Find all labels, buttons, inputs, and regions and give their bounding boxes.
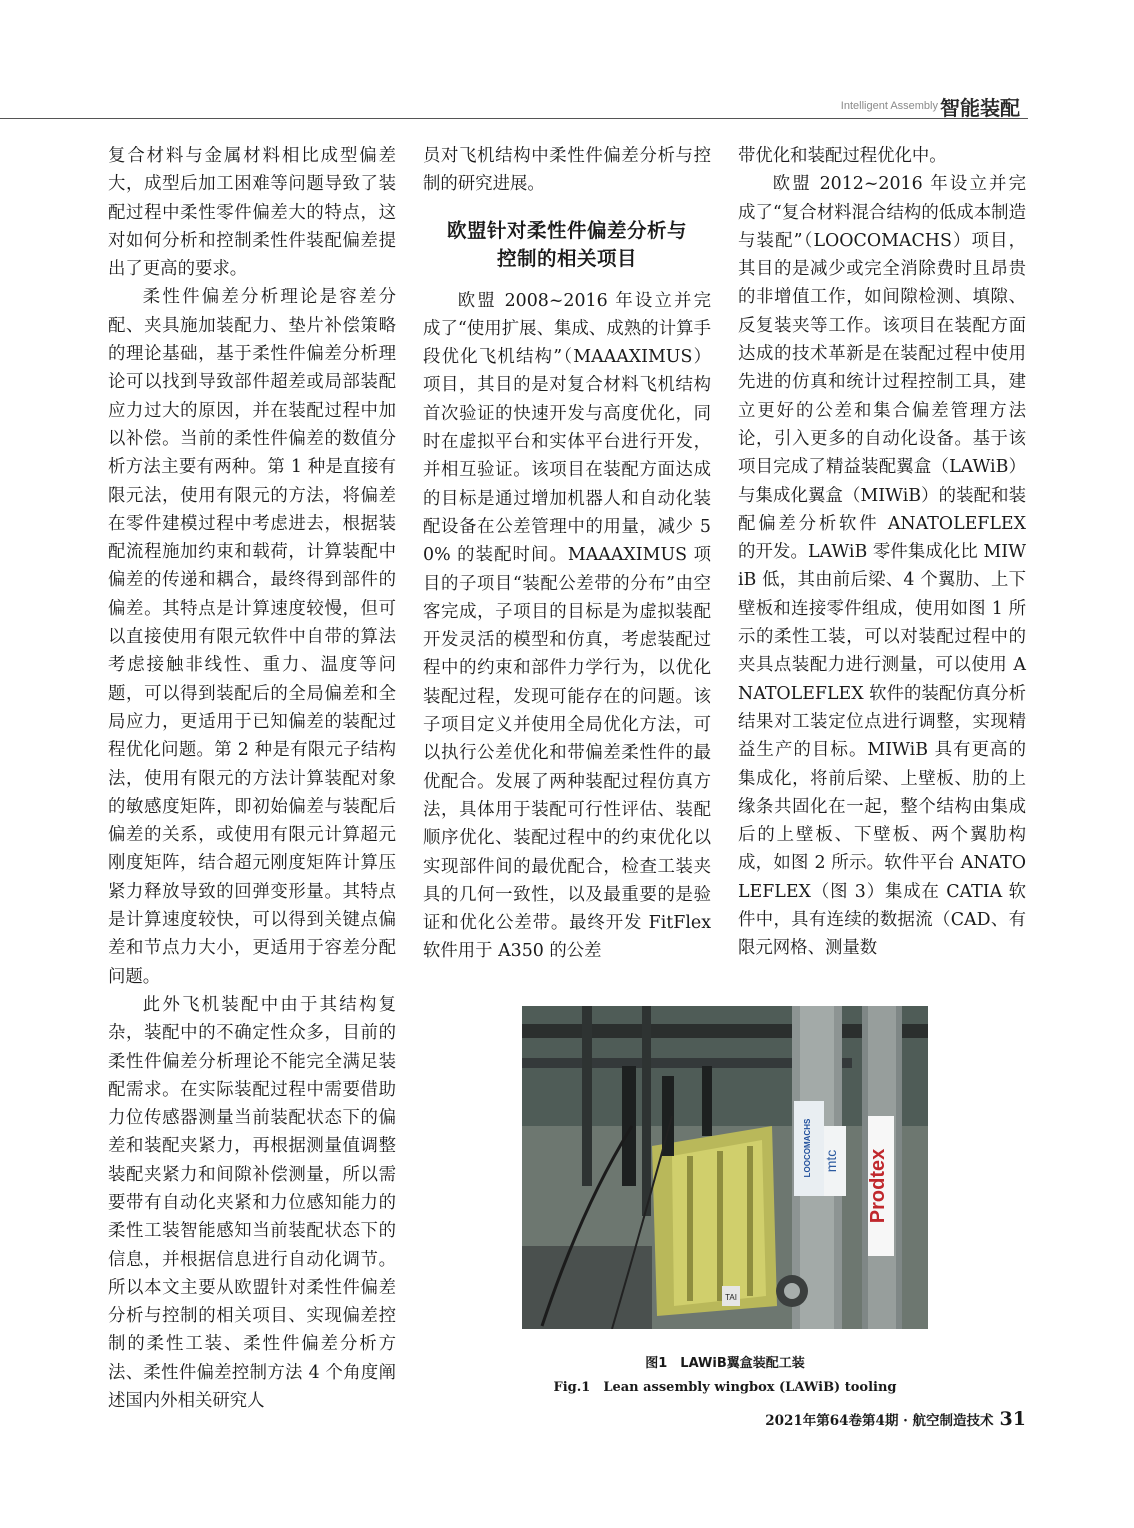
tai-label-text: TAI [725,1293,737,1302]
figure-caption-en: Fig.1 Lean assembly wingbox (LAWiB) tooling [553,1380,897,1395]
section-heading [423,217,711,273]
text-column-1 [108,142,396,1415]
loocomachs-sign-text: LOOCOMACHS [803,1118,812,1178]
paragraph: 复合材料与金属材料相比成型偏差大，成型后加工困难等问题导致了装配过程中柔性零件偏差大的特点，这对如何分析和控制柔性件装配偏差提出了更高的要求。 [108,146,396,280]
paragraph: 欧盟 2012~2016 年设立并完成了“复合材料混合结构的低成本制造与装配”（LOOCOMACHS）项目，其目的是减少或完全消除费时且昂贵的非增值工作，如间隙检测、填隙、反复装夹等工作。该项目在装配方面达成的技术革新是在装配过程中使用先进的仿真和统计过程控制工具，建立更好的公差和集合偏差管理方法论，引入更多的自动化设备。基于该项目完成了精益装配翼盒（LAWiB）与集成化翼盒（MIWiB）的装配和装配偏差分析软件 ANATOLEFLEX 的开发。LAWiB 零件集成化比 MIWiB 低，其由前后梁、4 个翼肋、上下壁板和连接零件组成，使用如图 1 所示的柔性工装，可以对装配过程中的夹具点装配力进行测量，可以使用 ANATOLEFLEX 软件的装配仿真分析结果对工装定位点进行调整，实现精益生产的目标。MIWiB 具有更高的集成化，将前后梁、上壁板、肋的上缘条共固化在一起，整个结构由集成后的上壁板、下壁板、两个翼肋构成，如图 2 所示。软件平台 ANATOLEFLEX（图 3）集成在 CATIA 软件中，具有连续的数据流（CAD、有限元网格、测量数 [738,174,1026,959]
figure-1-photo [522,1006,928,1329]
text-column-2 [423,142,711,966]
section-heading-line-1: 欧盟针对柔性件偏差分析与 [446,218,687,242]
paragraph: 柔性件偏差分析理论是容差分配、夹具施加装配力、垫片补偿策略的理论基础，基于柔性件偏差分析理论可以找到导致部件超差或局部装配应力过大的原因，并在装配过程中加以补偿。当前的柔性件偏差的数值分析方法主要有两种。第 1 种是直接有限元法，使用有限元的方法，将偏差在零件建模过程中考虑进去，根据装配流程施加约束和载荷，计算装配中偏差的传递和耦合，最终得到部件的偏差。其特点是计算速度较慢，但可以直接使用有限元软件中自带的算法考虑接触非线性、重力、温度等问题，可以得到装配后的全局偏差和全局应力，更适用于已知偏差的装配过程优化问题。第 2 种是有限元子结构法，使用有限元的方法计算装配对象的敏感度矩阵，即初始偏差与装配后偏差的关系，或使用有限元计算超元刚度矩阵，结合超元刚度矩阵计算压紧力释放导致的回弹变形量。其特点是计算速度较快，可以得到关键点偏差和节点力大小，更适用于容差分配问题。 [108,287,396,987]
mtc-sign-text: mtc [823,1149,839,1173]
page-number: 31 [999,1408,1026,1430]
paragraph: 欧盟 2008~2016 年设立并完成了“使用扩展、集成、成熟的计算手段优化飞机结构”（MAAAXIMUS）项目，其目的是对复合材料飞机结构首次验证的快速开发与高度优化，同时在虚拟平台和实体平台进行开发，并相互验证。该项目在装配方面达成的目标是通过增加机器人和自动化装配设备在公差管理中的用量，减少 50% 的装配时间。MAAAXIMUS 项目的子项目“装配公差带的分布”由空客完成，子项目的目标是为虚拟装配开发灵活的模型和仿真，考虑装配过程中的约束和部件力学行为，以优化装配过程，发现可能存在的问题。该子项目定义并使用全局优化方法，可以执行公差优化和带偏差柔性件的最优配合。发展了两种装配过程仿真方法，具体用于装配可行性评估、装配顺序优化、装配过程中的约束优化以实现部件间的最优配合，检查工装夹具的几何一致性，以及最重要的是验证和优化公差带。最终开发 FitFlex 软件用于 A350 的公差 [423,290,711,962]
section-heading-line-2: 控制的相关项目 [496,246,637,270]
prodtex-sign-text: Prodtex [867,1148,889,1224]
header-section-en: Intelligent Assembly [840,100,938,112]
page-footer [690,1408,1026,1430]
paragraph: 此外飞机装配中由于其结构复杂，装配中的不确定性众多，目前的柔性件偏差分析理论不能完全满足装配需求。在实际装配过程中需要借助力位传感器测量当前装配状态下的偏差和装配夹紧力，再根据测量值调整装配夹紧力和间隙补偿测量，所以需要带有自动化夹紧和力位感知能力的柔性工装智能感知当前装配状态下的信息，并根据信息进行自动化调节。所以本文主要从欧盟针对柔性件偏差分析与控制的相关项目、实现偏差控制的柔性工装、柔性件偏差分析方法、柔性件偏差控制方法 4 个角度阐述国内外相关研究人 [108,994,396,1412]
figure-caption-cn: 图1 LAWiB翼盒装配工装 [645,1356,805,1371]
text-column-3 [738,142,1026,963]
header-rule [0,118,1028,119]
journal-info: 2021年第64卷第4期 · 航空制造技术 [765,1413,994,1429]
header-section-cn: 智能装配 [940,96,1020,120]
paragraph: 员对飞机结构中柔性件偏差分析与控制的研究进展。 [423,146,711,195]
paragraph: 带优化和装配过程优化中。 [738,146,947,166]
